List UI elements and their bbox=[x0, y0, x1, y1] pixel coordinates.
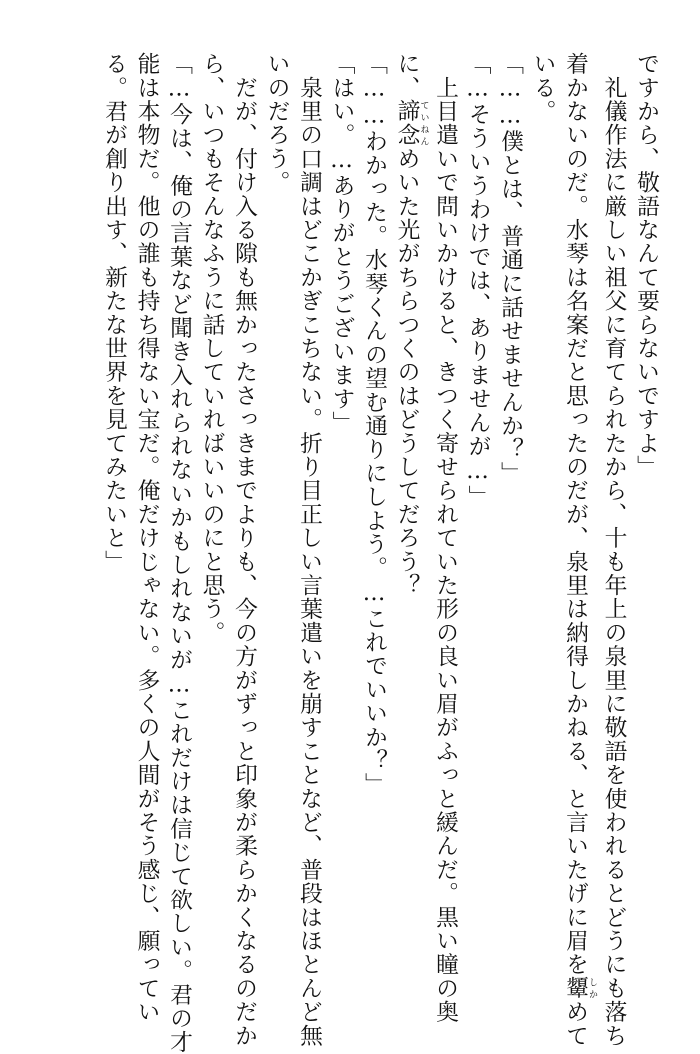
text-line: 「……わかった。水琴くんの望む通りにしよう。…これでいいか？」 bbox=[361, 52, 387, 797]
text-line: 「はい。…ありがとうございます」 bbox=[328, 52, 355, 435]
text-segment: めて bbox=[562, 1000, 588, 1048]
text-segment: 着かないのだ。水琴は名案だと思ったのだが、泉里は納得しかねる、と言いたげに眉を bbox=[562, 52, 588, 977]
text-line: ですから、敬語なんて要らないですよ」 bbox=[633, 52, 659, 479]
text-line bbox=[559, 52, 598, 1048]
text-line: 「……僕とは、普通に話せませんか？」 bbox=[497, 52, 523, 485]
text-line: る。君が創り出す、新たな世界を見てみたいと」 bbox=[101, 52, 127, 574]
text-line: 能は本物だ。他の誰も持ち得ない宝だ。俺だけじゃない。多くの人間がそう感じ、願ってい bbox=[133, 52, 160, 1024]
text-line bbox=[390, 52, 429, 987]
text-line: 「…そういうわけでは、ありませんが…」 bbox=[464, 52, 491, 509]
text-line: ら、いつもそんなふうに話していればいいのにと思う。 bbox=[198, 52, 225, 645]
text-line: 「…今は、俺の言葉など聞き入れられないかもしれないが…これだけは信じて欲しい。君の才 bbox=[166, 52, 192, 1054]
text-line: 礼儀作法に厳しい祖父に育てられたから、十も年上の泉里に敬語を使われるとどうにも落ち bbox=[600, 52, 627, 1048]
text-line: だが、付け入る隙も無かったさっきまでよりも、今の方がずっと印象が柔らかくなるのだか bbox=[231, 52, 257, 1048]
text-segment: に、 bbox=[393, 52, 420, 100]
ruby-base: 顰 bbox=[562, 976, 588, 1001]
text-line: いのだろう。 bbox=[263, 52, 290, 195]
ruby-word bbox=[393, 99, 429, 147]
text-segment: めいた光がちらつくのはどうしてだろう？ bbox=[393, 146, 420, 598]
ruby-reading: しか bbox=[587, 976, 597, 1001]
ruby-reading: ていねん bbox=[418, 99, 429, 147]
vertical-text-block bbox=[98, 52, 663, 1054]
ruby-word bbox=[562, 976, 597, 1001]
ruby-base: 諦念 bbox=[393, 99, 420, 147]
text-line: 泉里の口調はどこかぎこちない。折り目正しい言葉遣いを崩すことなど、普段はほとんど無 bbox=[296, 52, 322, 1048]
text-line: いる。 bbox=[529, 52, 556, 124]
text-line: 上目遣いで問いかけると、きつく寄せられていた形の良い眉がふっと緩んだ。黒い瞳の奥 bbox=[432, 52, 458, 1024]
